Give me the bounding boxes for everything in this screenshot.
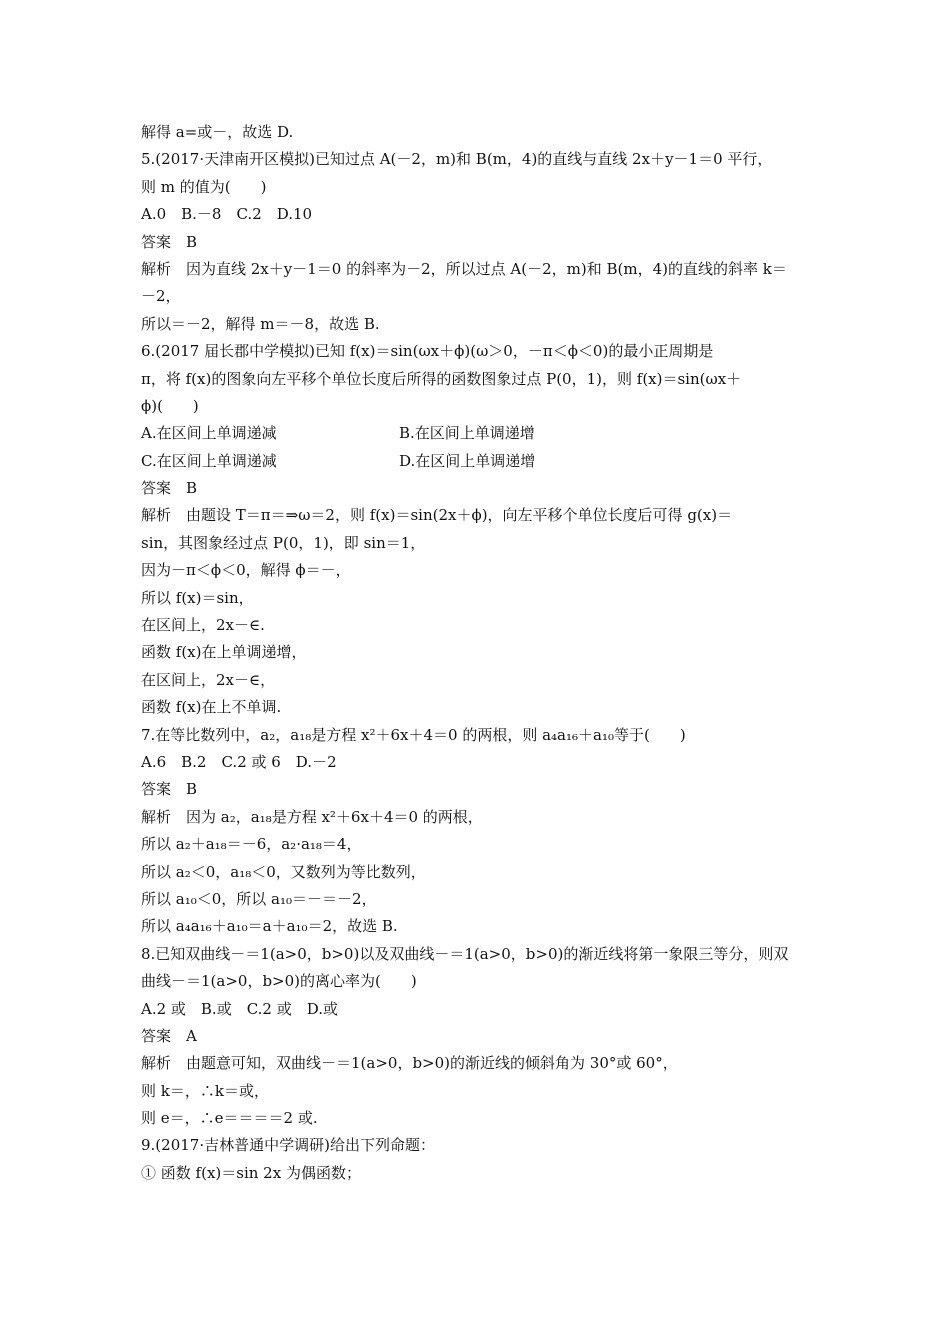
question-6-options-row-2	[141, 448, 821, 475]
page-content	[141, 119, 821, 1187]
question-5-answer: 答案 B	[141, 232, 198, 251]
question-6-stem: 6.(2017 届长郡中学模拟)已知 f(x)＝sin(ωx＋ϕ)(ω＞0，－π＜ϕ＜0)的最小正周期是	[141, 342, 714, 361]
option-d: D.在区间上单调递增	[399, 451, 536, 470]
option-c: C.在区间上单调递减	[141, 451, 277, 470]
text-line: 所以 a₂＋a₁₈＝－6，a₂·a₁₈＝4，	[141, 835, 362, 854]
question-7-options: A.6 B.2 C.2 或 6 D.－2	[141, 752, 337, 771]
text-line: 因为－π＜ϕ＜0，解得 ϕ＝－，	[141, 561, 351, 580]
question-5-stem: 5.(2017·天津南开区模拟)已知过点 A(－2，m)和 B(m，4)的直线与直线 2x＋y－1＝0 平行，	[141, 150, 773, 169]
text-line: 解得 a=或－，故选 D.	[141, 123, 294, 141]
text-line: 所以 a₁₀＜0，所以 a₁₀＝－＝－2，	[141, 889, 377, 908]
option-a: A.在区间上单调递减	[141, 424, 277, 443]
text-line: 在区间上，2x－∈，	[141, 670, 276, 689]
question-8-stem: 8.已知双曲线－＝1(a>0，b>0)以及双曲线－＝1(a>0，b>0)的渐近线将第一象限三等分，则双	[141, 944, 789, 963]
text-line: 则 k＝，∴k＝或，	[141, 1081, 269, 1100]
text-line: 所以＝－2，解得 m＝－8，故选 B.	[141, 314, 380, 333]
text-line: 所以 a₄a₁₆＋a₁₀＝a＋a₁₀＝2，故选 B.	[141, 917, 398, 936]
question-9-stem: 9.(2017·吉林普通中学调研)给出下列命题：	[141, 1136, 435, 1155]
text-line: 在区间上，2x－∈.	[141, 616, 265, 635]
question-7-stem: 7.在等比数列中，a₂，a₁₈是方程 x²＋6x＋4＝0 的两根，则 a₄a₁₆＋a₁₀等于( )	[141, 725, 686, 744]
question-8-options: A.2 或 B.或 C.2 或 D.或	[141, 999, 338, 1018]
question-9-item-1: ① 函数 f(x)＝sin 2x 为偶函数；	[141, 1163, 361, 1182]
text-line: 函数 f(x)在上不单调.	[141, 698, 282, 717]
question-6-answer: 答案 B	[141, 479, 198, 498]
question-6-stem-cont: π，将 f(x)的图象向左平移个单位长度后所得的函数图象过点 P(0，1)，则 f(x)＝sin(ωx＋	[141, 369, 742, 388]
question-7-analysis: 解析 因为 a₂，a₁₈是方程 x²＋6x＋4＝0 的两根，	[141, 807, 483, 826]
question-7-answer: 答案 B	[141, 780, 198, 799]
question-8-answer: 答案 A	[141, 1026, 197, 1045]
question-6-analysis: 解析 由题设 T＝π＝⇒ω＝2，则 f(x)＝sin(2x＋ϕ)，向左平移个单位长度后可得 g(x)＝	[141, 506, 733, 525]
text-line: 则 e＝，∴e＝＝＝＝2 或.	[141, 1109, 318, 1128]
question-5-options: A.0 B.－8 C.2 D.10	[141, 205, 313, 224]
option-b: B.在区间上单调递增	[399, 424, 535, 443]
question-6-options-row-1	[141, 420, 821, 447]
question-5-analysis: 解析 因为直线 2x＋y－1＝0 的斜率为－2，所以过点 A(－2，m)和 B(m，4)的直线的斜率 k＝	[141, 259, 787, 278]
text-line: 所以 f(x)＝sin，	[141, 588, 254, 607]
question-8-analysis: 解析 由题意可知，双曲线－＝1(a>0，b>0)的渐近线的倾斜角为 30°或 60°，	[141, 1054, 678, 1073]
text-line: 函数 f(x)在上单调递增，	[141, 643, 307, 662]
question-6-stem-cont: ϕ)( )	[141, 396, 199, 415]
text-line: －2，	[141, 287, 181, 306]
text-line: 所以 a₂＜0，a₁₈＜0，又数列为等比数列，	[141, 862, 426, 881]
question-5-stem-cont: 则 m 的值为( )	[141, 177, 267, 196]
question-8-stem-cont: 曲线－＝1(a>0，b>0)的离心率为( )	[141, 972, 417, 991]
text-line: sin，其图象经过点 P(0，1)，即 sin＝1，	[141, 533, 426, 552]
